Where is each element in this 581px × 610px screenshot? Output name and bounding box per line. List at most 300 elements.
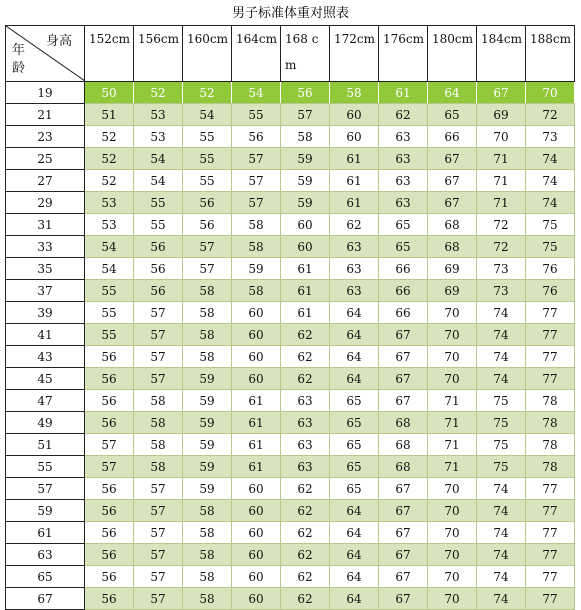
age-cell: 19 [6,82,85,104]
weight-cell: 77 [526,588,575,610]
weight-cell: 64 [330,368,379,390]
weight-cell: 67 [379,522,428,544]
weight-cell: 60 [232,324,281,346]
weight-cell: 58 [232,214,281,236]
weight-cell: 61 [379,82,428,104]
age-cell: 35 [6,258,85,280]
table-row [6,522,575,544]
weight-cell: 69 [428,280,477,302]
weight-cell: 58 [183,522,232,544]
age-cell: 43 [6,346,85,368]
weight-cell: 57 [134,478,183,500]
weight-cell: 71 [477,192,526,214]
height-header-label: 身高 [45,34,72,49]
table-body [6,82,575,610]
table-row [6,434,575,456]
weight-cell: 74 [477,500,526,522]
corner-cell [6,26,85,82]
weight-cell: 63 [281,390,330,412]
weight-cell: 54 [232,82,281,104]
weight-cell: 52 [85,148,134,170]
weight-cell: 56 [85,346,134,368]
weight-cell: 59 [281,170,330,192]
weight-cell: 70 [428,478,477,500]
weight-cell: 58 [134,456,183,478]
age-cell: 33 [6,236,85,258]
weight-cell: 73 [477,280,526,302]
age-header-label-1: 年 [12,43,26,58]
weight-cell: 58 [183,544,232,566]
weight-cell: 69 [428,258,477,280]
weight-cell: 63 [379,148,428,170]
weight-cell: 69 [477,104,526,126]
weight-cell: 62 [379,104,428,126]
weight-cell: 75 [526,214,575,236]
table-row [6,566,575,588]
weight-cell: 71 [428,434,477,456]
weight-cell: 53 [85,214,134,236]
weight-cell: 67 [477,82,526,104]
weight-cell: 78 [526,456,575,478]
weight-cell: 61 [232,434,281,456]
weight-cell: 60 [232,478,281,500]
weight-cell: 60 [232,522,281,544]
weight-cell: 54 [134,170,183,192]
table-row [6,82,575,104]
weight-cell: 56 [85,478,134,500]
weight-cell: 70 [526,82,575,104]
weight-cell: 74 [477,566,526,588]
weight-cell: 77 [526,478,575,500]
weight-cell: 57 [134,324,183,346]
weight-cell: 63 [281,412,330,434]
weight-cell: 74 [477,478,526,500]
weight-cell: 56 [232,126,281,148]
column-header: 172cm [330,26,379,82]
weight-cell: 72 [526,104,575,126]
weight-cell: 57 [232,148,281,170]
weight-cell: 66 [379,302,428,324]
weight-cell: 56 [134,280,183,302]
weight-cell: 61 [232,390,281,412]
weight-cell: 56 [85,566,134,588]
weight-cell: 67 [379,544,428,566]
weight-cell: 62 [330,214,379,236]
weight-cell: 68 [379,434,428,456]
weight-cell: 58 [183,324,232,346]
weight-cell: 67 [379,324,428,346]
weight-cell: 61 [330,170,379,192]
weight-cell: 65 [379,236,428,258]
weight-cell: 72 [477,214,526,236]
age-header-label-2: 龄 [12,61,26,76]
weight-cell: 74 [477,302,526,324]
weight-cell: 61 [330,192,379,214]
weight-cell: 66 [379,280,428,302]
weight-cell: 57 [134,368,183,390]
weight-cell: 74 [477,346,526,368]
weight-cell: 53 [134,104,183,126]
weight-cell: 53 [85,192,134,214]
weight-cell: 75 [477,456,526,478]
weight-cell: 63 [330,258,379,280]
weight-cell: 56 [85,500,134,522]
weight-cell: 64 [428,82,477,104]
weight-cell: 77 [526,544,575,566]
weight-cell: 54 [134,148,183,170]
table-row [6,500,575,522]
weight-cell: 67 [379,478,428,500]
weight-cell: 67 [379,566,428,588]
weight-cell: 70 [428,324,477,346]
weight-cell: 56 [281,82,330,104]
weight-cell: 65 [330,390,379,412]
weight-cell: 70 [428,302,477,324]
weight-cell: 57 [134,588,183,610]
weight-cell: 55 [85,302,134,324]
weight-cell: 59 [281,148,330,170]
weight-cell: 70 [428,566,477,588]
weight-cell: 74 [526,170,575,192]
weight-cell: 56 [85,368,134,390]
weight-cell: 58 [183,280,232,302]
weight-cell: 75 [477,390,526,412]
weight-cell: 77 [526,346,575,368]
weight-cell: 55 [134,214,183,236]
column-header: 188cm [526,26,575,82]
table-row [6,324,575,346]
weight-cell: 68 [379,456,428,478]
weight-cell: 67 [379,500,428,522]
age-cell: 63 [6,544,85,566]
weight-cell: 77 [526,302,575,324]
column-header: 152cm [85,26,134,82]
weight-cell: 55 [134,192,183,214]
weight-cell: 58 [134,434,183,456]
weight-cell: 62 [281,346,330,368]
weight-cell: 64 [330,324,379,346]
weight-cell: 67 [379,390,428,412]
weight-cell: 78 [526,434,575,456]
weight-cell: 67 [428,148,477,170]
weight-cell: 60 [232,346,281,368]
weight-cell: 64 [330,302,379,324]
table-row [6,346,575,368]
weight-cell: 57 [134,500,183,522]
weight-cell: 55 [85,324,134,346]
weight-cell: 77 [526,522,575,544]
weight-cell: 64 [330,500,379,522]
table-row [6,126,575,148]
weight-cell: 58 [232,280,281,302]
weight-cell: 67 [379,368,428,390]
weight-cell: 61 [330,148,379,170]
weight-cell: 61 [281,302,330,324]
weight-cell: 67 [428,170,477,192]
weight-cell: 57 [134,566,183,588]
age-cell: 23 [6,126,85,148]
weight-cell: 59 [183,456,232,478]
weight-cell: 57 [134,522,183,544]
weight-cell: 55 [183,126,232,148]
weight-cell: 65 [330,456,379,478]
age-cell: 65 [6,566,85,588]
table-row [6,280,575,302]
weight-cell: 53 [134,126,183,148]
weight-cell: 54 [85,236,134,258]
weight-cell: 58 [134,390,183,412]
weight-cell: 65 [428,104,477,126]
weight-cell: 60 [232,302,281,324]
age-cell: 31 [6,214,85,236]
table-row [6,302,575,324]
age-cell: 25 [6,148,85,170]
table-row [6,456,575,478]
weight-cell: 75 [477,412,526,434]
weight-cell: 65 [330,434,379,456]
weight-cell: 60 [232,588,281,610]
weight-cell: 67 [379,346,428,368]
weight-cell: 63 [379,192,428,214]
weight-cell: 52 [85,126,134,148]
weight-cell: 68 [428,214,477,236]
weight-cell: 65 [379,214,428,236]
weight-cell: 75 [526,236,575,258]
weight-cell: 64 [330,588,379,610]
weight-cell: 57 [85,456,134,478]
weight-cell: 71 [428,456,477,478]
weight-cell: 62 [281,478,330,500]
column-header: 160cm [183,26,232,82]
weight-cell: 56 [134,258,183,280]
age-cell: 27 [6,170,85,192]
weight-cell: 64 [330,346,379,368]
weight-cell: 78 [526,412,575,434]
weight-cell: 63 [330,280,379,302]
age-cell: 55 [6,456,85,478]
weight-cell: 76 [526,258,575,280]
weight-cell: 64 [330,544,379,566]
weight-cell: 58 [330,82,379,104]
age-cell: 51 [6,434,85,456]
weight-cell: 71 [477,170,526,192]
weight-cell: 56 [183,214,232,236]
weight-cell: 76 [526,280,575,302]
age-cell: 67 [6,588,85,610]
weight-cell: 59 [183,434,232,456]
weight-cell: 55 [183,170,232,192]
weight-cell: 62 [281,368,330,390]
weight-cell: 56 [183,192,232,214]
weight-cell: 60 [232,368,281,390]
table-title: 男子标准体重对照表 [231,6,349,21]
age-cell: 45 [6,368,85,390]
weight-table [5,25,575,610]
weight-cell: 65 [330,412,379,434]
column-header: 180cm [428,26,477,82]
weight-cell: 58 [183,346,232,368]
weight-cell: 61 [281,258,330,280]
weight-cell: 57 [85,434,134,456]
weight-cell: 77 [526,500,575,522]
weight-cell: 62 [281,500,330,522]
table-row [6,390,575,412]
weight-cell: 70 [428,346,477,368]
age-cell: 29 [6,192,85,214]
weight-cell: 64 [330,566,379,588]
table-row [6,544,575,566]
table-row [6,478,575,500]
weight-cell: 59 [232,258,281,280]
table-row [6,170,575,192]
table-row [6,588,575,610]
weight-cell: 54 [183,104,232,126]
age-cell: 39 [6,302,85,324]
weight-cell: 70 [428,588,477,610]
weight-cell: 70 [477,126,526,148]
table-row [6,236,575,258]
weight-cell: 77 [526,566,575,588]
weight-cell: 63 [379,170,428,192]
weight-cell: 74 [526,148,575,170]
weight-cell: 70 [428,500,477,522]
weight-cell: 74 [477,588,526,610]
header-row [6,26,575,82]
weight-cell: 68 [428,236,477,258]
age-cell: 59 [6,500,85,522]
weight-cell: 51 [85,104,134,126]
weight-cell: 70 [428,522,477,544]
weight-cell: 58 [281,126,330,148]
weight-cell: 59 [183,412,232,434]
weight-cell: 52 [134,82,183,104]
weight-cell: 73 [477,258,526,280]
column-header: 156cm [134,26,183,82]
weight-cell: 59 [183,478,232,500]
weight-cell: 58 [232,236,281,258]
weight-cell: 58 [183,302,232,324]
weight-cell: 57 [134,544,183,566]
weight-cell: 68 [379,412,428,434]
weight-cell: 59 [281,192,330,214]
weight-cell: 58 [183,588,232,610]
weight-cell: 60 [232,500,281,522]
weight-cell: 74 [477,368,526,390]
weight-cell: 66 [379,258,428,280]
weight-cell: 70 [428,368,477,390]
weight-cell: 62 [281,544,330,566]
table-row [6,214,575,236]
weight-cell: 55 [85,280,134,302]
weight-cell: 57 [134,346,183,368]
table-row [6,148,575,170]
weight-cell: 78 [526,390,575,412]
weight-cell: 71 [477,148,526,170]
weight-cell: 61 [281,280,330,302]
weight-cell: 71 [428,390,477,412]
weight-cell: 56 [85,412,134,434]
weight-cell: 60 [281,236,330,258]
weight-cell: 62 [281,324,330,346]
weight-cell: 63 [379,126,428,148]
weight-cell: 73 [526,126,575,148]
weight-cell: 71 [428,412,477,434]
weight-cell: 60 [232,566,281,588]
column-header: 184cm [477,26,526,82]
weight-cell: 56 [85,544,134,566]
weight-cell: 58 [183,500,232,522]
weight-cell: 77 [526,368,575,390]
age-cell: 37 [6,280,85,302]
age-cell: 21 [6,104,85,126]
weight-cell: 56 [134,236,183,258]
weight-cell: 50 [85,82,134,104]
weight-cell: 57 [232,192,281,214]
age-cell: 61 [6,522,85,544]
age-cell: 49 [6,412,85,434]
weight-cell: 62 [281,522,330,544]
weight-cell: 74 [477,544,526,566]
weight-cell: 77 [526,324,575,346]
weight-cell: 63 [281,456,330,478]
weight-cell: 57 [183,258,232,280]
weight-cell: 60 [330,104,379,126]
weight-cell: 55 [183,148,232,170]
weight-cell: 56 [85,588,134,610]
weight-cell: 56 [85,522,134,544]
weight-cell: 67 [428,192,477,214]
weight-cell: 70 [428,544,477,566]
weight-cell: 74 [477,324,526,346]
age-cell: 41 [6,324,85,346]
weight-cell: 59 [183,390,232,412]
weight-cell: 52 [85,170,134,192]
weight-cell: 58 [134,412,183,434]
age-cell: 47 [6,390,85,412]
weight-cell: 52 [183,82,232,104]
table-row [6,368,575,390]
weight-cell: 62 [281,588,330,610]
column-header: 164cm [232,26,281,82]
weight-cell: 62 [281,566,330,588]
weight-cell: 57 [183,236,232,258]
weight-cell: 57 [232,170,281,192]
column-header: 168 cm [281,26,330,82]
weight-cell: 60 [330,126,379,148]
weight-cell: 63 [330,236,379,258]
table-row [6,104,575,126]
weight-cell: 57 [281,104,330,126]
table-row [6,258,575,280]
table-row [6,412,575,434]
weight-cell: 57 [134,302,183,324]
weight-cell: 61 [232,456,281,478]
weight-cell: 55 [232,104,281,126]
weight-cell: 59 [183,368,232,390]
age-cell: 57 [6,478,85,500]
table-row [6,192,575,214]
weight-cell: 61 [232,412,281,434]
weight-cell: 64 [330,522,379,544]
weight-cell: 58 [183,566,232,588]
weight-cell: 56 [85,390,134,412]
column-header: 176cm [379,26,428,82]
weight-cell: 74 [477,522,526,544]
weight-cell: 63 [281,434,330,456]
weight-cell: 60 [281,214,330,236]
weight-cell: 66 [428,126,477,148]
weight-cell: 75 [477,434,526,456]
